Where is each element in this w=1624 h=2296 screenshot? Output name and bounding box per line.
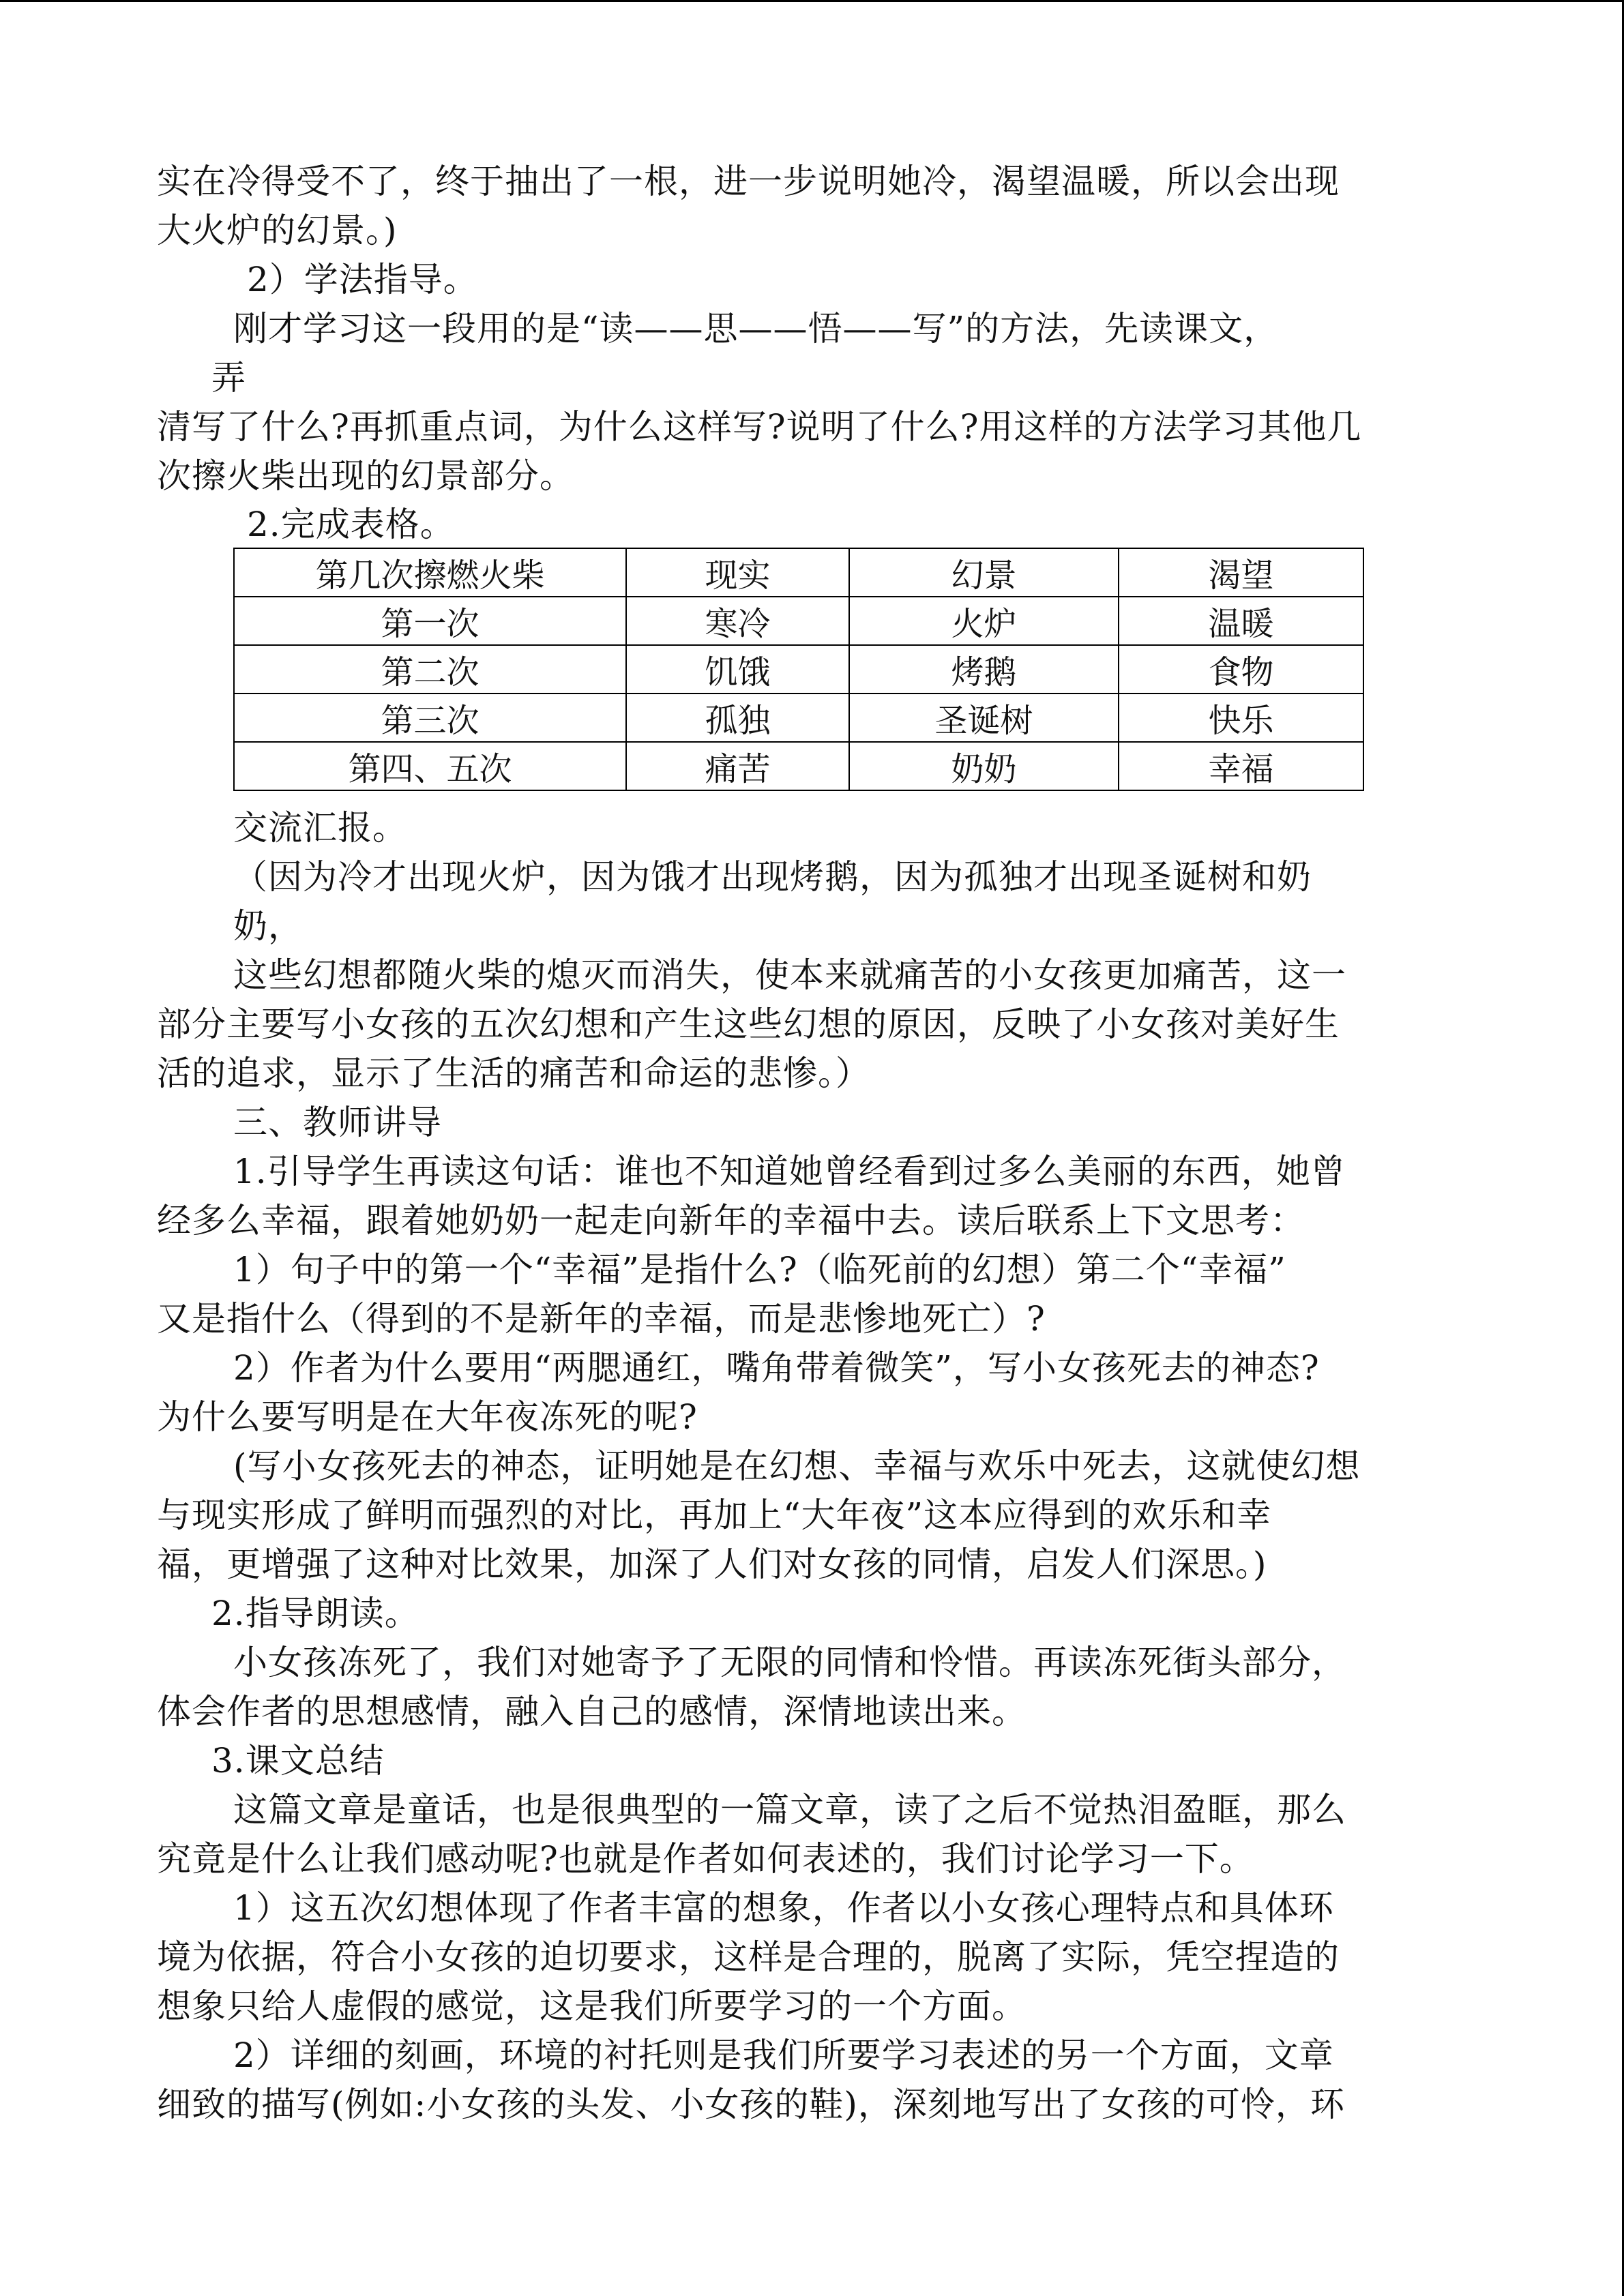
table-row — [234, 597, 1363, 645]
table-cell: 奶奶 — [849, 742, 1119, 790]
paragraph-line: 小女孩冻死了，我们对她寄予了无限的同情和怜惜。再读冻死街头部分， — [233, 1643, 1346, 1682]
paragraph-line: 与现实形成了鲜明而强烈的对比，再加上“大年夜”这本应得到的欢乐和幸 — [157, 1495, 1272, 1535]
paragraph-line: 奶， — [233, 906, 303, 946]
paragraph-line: 清写了什么?再抓重点词，为什么这样写?说明了什么?用这样的方法学习其他几 — [157, 407, 1362, 447]
paragraph-line: 2）详细的刻画，环境的衬托则是我们所要学习表述的另一个方面，文章 — [233, 2036, 1334, 2075]
paragraph-line: 体会作者的思想感情，融入自己的感情，深情地读出来。 — [157, 1692, 1027, 1731]
paragraph-line: 为什么要写明是在大年夜冻死的呢? — [157, 1397, 698, 1437]
paragraph-line: 弄 — [211, 358, 246, 398]
paragraph-line: 1）这五次幻想体现了作者丰富的想象，作者以小女孩心理特点和具体环 — [233, 1888, 1334, 1928]
table-header-cell: 渴望 — [1119, 548, 1363, 597]
paragraph-line: 次擦火柴出现的幻景部分。 — [157, 456, 574, 496]
paragraph-line: 1.引导学生再读这句话：谁也不知道她曾经看到过多么美丽的东西，她曾 — [233, 1152, 1346, 1191]
table-cell: 温暖 — [1119, 597, 1363, 645]
subheading: 2.完成表格。 — [247, 505, 455, 544]
paragraph-line: 部分主要写小女孩的五次幻想和产生这些幻想的原因，反映了小女孩对美好生 — [157, 1004, 1340, 1044]
paragraph-line: 这些幻想都随火柴的熄灭而消失，使本来就痛苦的小女孩更加痛苦，这一 — [233, 955, 1346, 995]
paragraph-line: 1）句子中的第一个“幸福”是指什么?（临死前的幻想）第二个“幸福” — [233, 1250, 1286, 1289]
table-cell: 孤独 — [626, 694, 849, 742]
table-cell: 烤鹅 — [849, 645, 1119, 694]
paragraph-line: 想象只给人虚假的感觉，这是我们所要学习的一个方面。 — [157, 1986, 1027, 2026]
paragraph-line: 福，更增强了这种对比效果，加深了人们对女孩的同情，启发人们深思。) — [157, 1545, 1267, 1584]
paragraph-line: (写小女孩死去的神态，证明她是在幻想、幸福与欢乐中死去，这就使幻想 — [233, 1446, 1361, 1486]
table-cell: 第三次 — [234, 694, 626, 742]
table-cell: 第一次 — [234, 597, 626, 645]
table-cell: 幸福 — [1119, 742, 1363, 790]
subheading: 2）学法指导。 — [247, 260, 478, 299]
table-cell: 火炉 — [849, 597, 1119, 645]
table-cell: 圣诞树 — [849, 694, 1119, 742]
paragraph-line: 境为依据，符合小女孩的迫切要求，这样是合理的，脱离了实际，凭空捏造的 — [157, 1937, 1340, 1977]
table-row — [234, 645, 1363, 694]
table-header-cell: 第几次擦燃火柴 — [234, 548, 626, 597]
table-cell: 寒冷 — [626, 597, 849, 645]
table-cell: 痛苦 — [626, 742, 849, 790]
table-cell: 饥饿 — [626, 645, 849, 694]
paragraph-line: 经多么幸福，跟着她奶奶一起走向新年的幸福中去。读后联系上下文思考： — [157, 1201, 1305, 1240]
table-cell: 食物 — [1119, 645, 1363, 694]
paragraph-line: 又是指什么（得到的不是新年的幸福，而是悲惨地死亡）? — [157, 1299, 1046, 1339]
subheading: 2.指导朗读。 — [211, 1594, 419, 1633]
paragraph-line: （因为冷才出现火炉，因为饿才出现烤鹅，因为孤独才出现圣诞树和奶 — [233, 857, 1312, 897]
table-cell: 第四、五次 — [234, 742, 626, 790]
table-header-cell: 现实 — [626, 548, 849, 597]
paragraph-line: 究竟是什么让我们感动呢?也就是作者如何表述的，我们讨论学习一下。 — [157, 1839, 1254, 1879]
table-header-row — [234, 548, 1363, 597]
table-row — [234, 694, 1363, 742]
paragraph-line: 实在冷得受不了，终于抽出了一根，进一步说明她冷，渴望温暖，所以会出现 — [157, 162, 1340, 201]
paragraph-line: 这篇文章是童话，也是很典型的一篇文章，读了之后不觉热泪盈眶，那么 — [233, 1790, 1346, 1830]
table-cell: 第二次 — [234, 645, 626, 694]
paragraph-line: 大火炉的幻景。) — [157, 211, 398, 250]
page-border-top — [0, 0, 1624, 2]
table-cell: 快乐 — [1119, 694, 1363, 742]
paragraph-line: 活的追求，显示了生活的痛苦和命运的悲惨。） — [157, 1054, 870, 1093]
paragraph-line: 交流汇报。 — [233, 808, 407, 848]
section-heading: 三、教师讲导 — [233, 1103, 442, 1142]
fantasy-table — [233, 548, 1364, 791]
paragraph-line: 刚才学习这一段用的是“读——思——悟——写”的方法，先读课文， — [233, 309, 1279, 348]
paragraph-line: 细致的描写(例如:小女孩的头发、小女孩的鞋)，深刻地写出了女孩的可怜，环 — [157, 2085, 1345, 2124]
subheading: 3.课文总结 — [211, 1741, 385, 1780]
table-header-cell: 幻景 — [849, 548, 1119, 597]
paragraph-line: 2）作者为什么要用“两腮通红，嘴角带着微笑”，写小女孩死去的神态? — [233, 1348, 1320, 1388]
table-row — [234, 742, 1363, 790]
